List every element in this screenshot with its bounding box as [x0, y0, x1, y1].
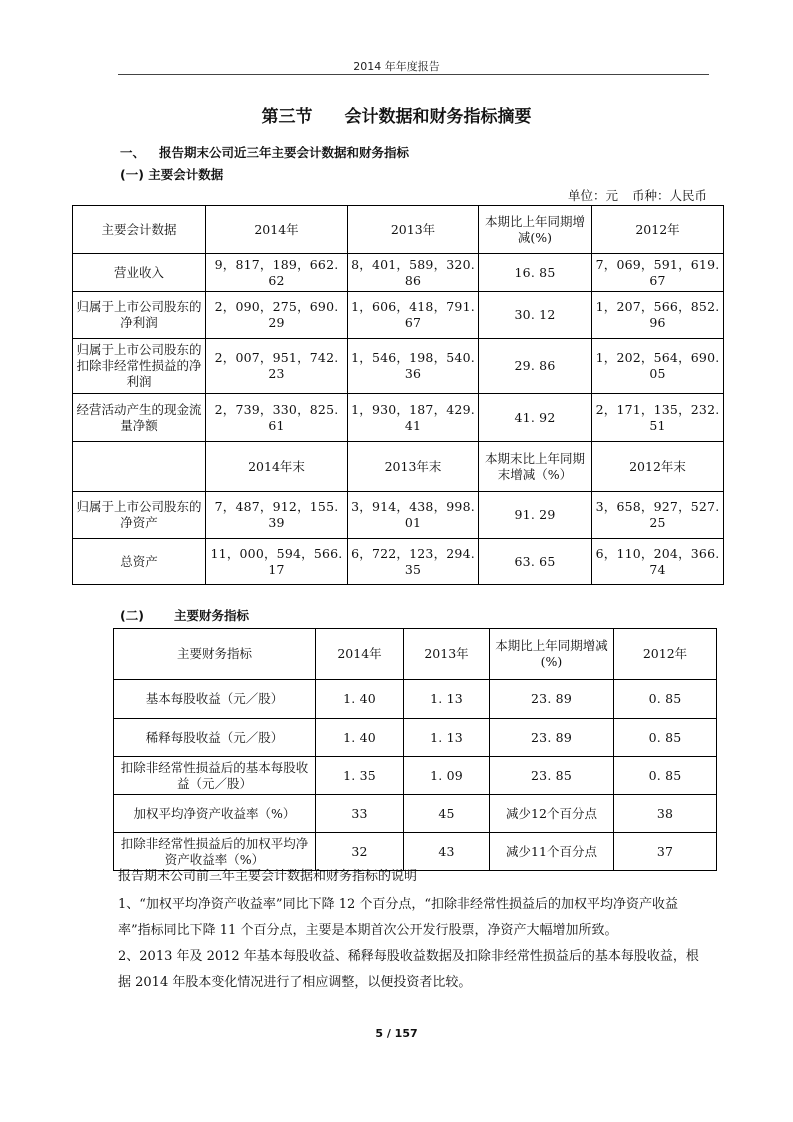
header-cell: 本期比上年同期增减(%) [490, 629, 614, 680]
value-cell: 0. 85 [614, 757, 717, 795]
value-cell: 16. 85 [479, 254, 592, 292]
row-label: 基本每股收益（元／股） [114, 680, 316, 719]
value-cell: 6，110，204，366. 74 [592, 539, 724, 585]
section-number: 第三节 [261, 107, 313, 127]
value-cell: 2，090，275，690. 29 [206, 292, 348, 339]
value-cell: 1. 09 [404, 757, 490, 795]
sub2-heading [120, 606, 249, 624]
notes-paragraph: 1、“加权平均净资产收益率”同比下降 12 个百分点，“扣除非经常性损益后的加权平均净资产收益率”指标同比下降 11 个百分点，主要是本期首次公开发行股票，净资产大幅增加所致。 [118, 897, 679, 938]
value-cell: 减少12个百分点 [490, 795, 614, 833]
value-cell: 33 [316, 795, 404, 833]
value-cell: 8，401，589，320. 86 [348, 254, 479, 292]
value-cell: 1，207，566，852. 96 [592, 292, 724, 339]
value-cell: 3，658，927，527. 25 [592, 492, 724, 539]
header-cell: 主要财务指标 [114, 629, 316, 680]
value-cell: 0. 85 [614, 719, 717, 757]
header-cell: 2013年 [404, 629, 490, 680]
notes-paragraph: 2、2013 年及 2012 年基本每股收益、稀释每股收益数据及扣除非经常性损益后的基本每股收益，根据 2014 年股本变化情况进行了相应调整，以便投资者比较。 [118, 949, 699, 990]
header-cell: 2013年末 [348, 442, 479, 492]
table-row [114, 680, 717, 719]
value-cell: 1，202，564，690. 05 [592, 339, 724, 394]
value-cell: 1. 40 [316, 680, 404, 719]
row-label: 经营活动产生的现金流量净额 [73, 394, 206, 442]
value-cell: 29. 86 [479, 339, 592, 394]
row-label: 营业收入 [73, 254, 206, 292]
table-row [73, 292, 724, 339]
header-cell: 主要会计数据 [73, 206, 206, 254]
value-cell: 2，739，330，825. 61 [206, 394, 348, 442]
value-cell: 1. 13 [404, 719, 490, 757]
table-row [73, 339, 724, 394]
value-cell: 23. 89 [490, 680, 614, 719]
value-cell: 3，914，438，998. 01 [348, 492, 479, 539]
value-cell: 23. 89 [490, 719, 614, 757]
accounting-data-table [72, 205, 724, 585]
notes-intro: 报告期末公司前三年主要会计数据和财务指标的说明 [118, 869, 418, 884]
currency-label: 币种：人民币 [631, 188, 707, 203]
header-cell [73, 442, 206, 492]
value-cell: 7，069，591，619. 67 [592, 254, 724, 292]
header-cell: 2012年 [614, 629, 717, 680]
unit-line [568, 186, 707, 204]
table-header-row [73, 206, 724, 254]
value-cell: 38 [614, 795, 717, 833]
value-cell: 1，930，187，429. 41 [348, 394, 479, 442]
part1-heading [120, 143, 409, 161]
value-cell: 2，171，135，232. 51 [592, 394, 724, 442]
section-title [0, 102, 793, 127]
table-row [73, 539, 724, 585]
table-row [114, 757, 717, 795]
table-header-row [114, 629, 717, 680]
value-cell: 91. 29 [479, 492, 592, 539]
row-label: 扣除非经常性损益后的加权平均净资产收益率（%） [114, 833, 316, 871]
table-header-row [73, 442, 724, 492]
value-cell: 6，722，123，294. 35 [348, 539, 479, 585]
row-label: 稀释每股收益（元／股） [114, 719, 316, 757]
value-cell: 2，007，951，742. 23 [206, 339, 348, 394]
row-label: 归属于上市公司股东的净利润 [73, 292, 206, 339]
table-row [114, 719, 717, 757]
table-row [114, 795, 717, 833]
row-label: 扣除非经常性损益后的基本每股收益（元／股） [114, 757, 316, 795]
value-cell: 41. 92 [479, 394, 592, 442]
header-cell: 本期末比上年同期末增减（%） [479, 442, 592, 492]
header-rule [118, 74, 709, 75]
unit-label: 单位：元 [567, 188, 618, 203]
part1-number: 一、 [120, 145, 146, 160]
header-cell: 本期比上年同期增减(%) [479, 206, 592, 254]
header-cell: 2012年末 [592, 442, 724, 492]
value-cell: 1. 13 [404, 680, 490, 719]
table-row [73, 254, 724, 292]
header-cell: 2014年 [316, 629, 404, 680]
table-row [114, 833, 717, 871]
page-number: 5 / 157 [375, 1027, 418, 1040]
header-cell: 2012年 [592, 206, 724, 254]
value-cell: 1. 35 [316, 757, 404, 795]
table-row [73, 492, 724, 539]
header-title: 2014 年年度报告 [353, 60, 440, 73]
sub1-heading: (一) 主要会计数据 [120, 167, 224, 182]
sub2-number: (二) [120, 608, 144, 623]
value-cell: 63. 65 [479, 539, 592, 585]
header-cell: 2014年末 [206, 442, 348, 492]
value-cell: 0. 85 [614, 680, 717, 719]
header-cell: 2013年 [348, 206, 479, 254]
row-label: 归属于上市公司股东的净资产 [73, 492, 206, 539]
row-label: 归属于上市公司股东的扣除非经常性损益的净利润 [73, 339, 206, 394]
value-cell: 37 [614, 833, 717, 871]
header-cell: 2014年 [206, 206, 348, 254]
value-cell: 1，606，418，791. 67 [348, 292, 479, 339]
sub2-title: 主要财务指标 [173, 608, 249, 623]
row-label: 总资产 [73, 539, 206, 585]
value-cell: 30. 12 [479, 292, 592, 339]
notes-section [118, 868, 710, 996]
part1-title: 报告期末公司近三年主要会计数据和财务指标 [159, 145, 410, 160]
value-cell: 7，487，912，155. 39 [206, 492, 348, 539]
value-cell: 45 [404, 795, 490, 833]
value-cell: 32 [316, 833, 404, 871]
row-label: 加权平均净资产收益率（%） [114, 795, 316, 833]
value-cell: 1，546，198，540. 36 [348, 339, 479, 394]
value-cell: 1. 40 [316, 719, 404, 757]
value-cell: 减少11个百分点 [490, 833, 614, 871]
section-title-text: 会计数据和财务指标摘要 [344, 107, 532, 127]
financial-indicators-table [113, 628, 717, 871]
value-cell: 9，817，189，662. 62 [206, 254, 348, 292]
value-cell: 43 [404, 833, 490, 871]
value-cell: 23. 85 [490, 757, 614, 795]
value-cell: 11，000，594，566. 17 [206, 539, 348, 585]
table-row [73, 394, 724, 442]
